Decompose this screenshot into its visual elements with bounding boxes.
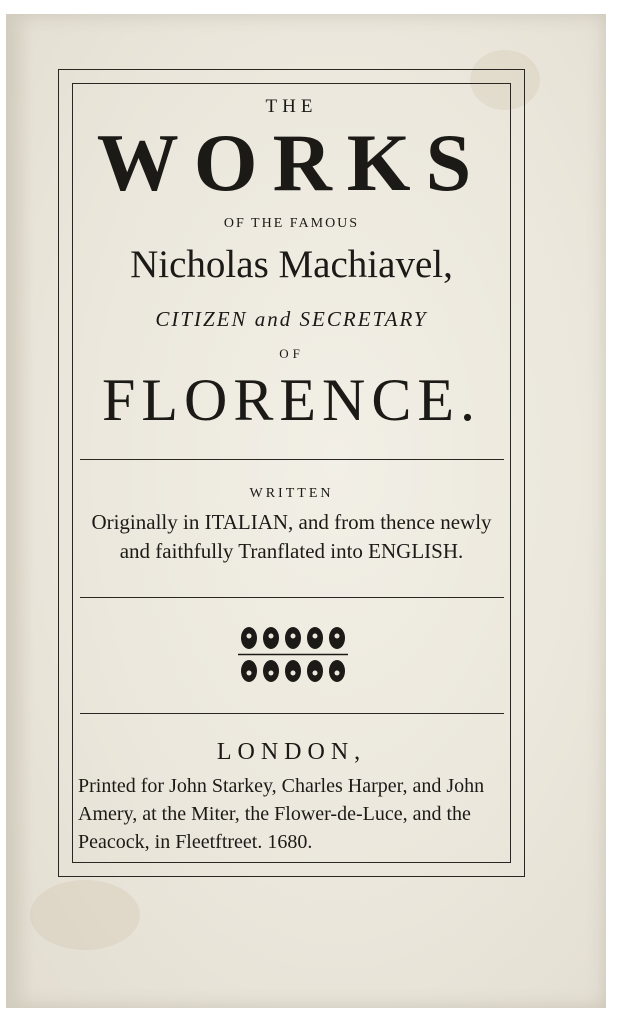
title-the: THE (265, 96, 318, 117)
divider-rule (80, 459, 504, 460)
paper-stain (30, 880, 140, 950)
title-of-the-famous: OF THE FAMOUS (223, 216, 360, 231)
author-title: CITIZEN and SECRETARY (155, 307, 428, 331)
divider-rule (80, 713, 504, 714)
author-name: Nicholas Machiavel, (130, 243, 453, 286)
imprint-line-1: Printed for John Starkey, Charles Harper, and John (78, 775, 485, 797)
title-works: WORKS (96, 117, 487, 208)
divider-rule (80, 597, 504, 598)
imprint-city: LONDON, (216, 739, 367, 765)
translation-note-line-2: and faithfully Tranflated into ENGLISH. (119, 539, 464, 563)
title-of: OF (279, 346, 304, 361)
title-florence: FLORENCE. (101, 367, 482, 433)
printers-ornament-icon (238, 624, 348, 686)
page-gutter-shadow (6, 14, 34, 1008)
imprint-line-3: Peacock, in Fleetftreet. 1680. (78, 831, 313, 853)
imprint-line-2: Amery, at the Miter, the Flower-de-Luce, and the (78, 803, 471, 825)
translation-note-line-1: Originally in ITALIAN, and from thence newly (91, 510, 492, 534)
written-label: WRITTEN (249, 486, 334, 501)
